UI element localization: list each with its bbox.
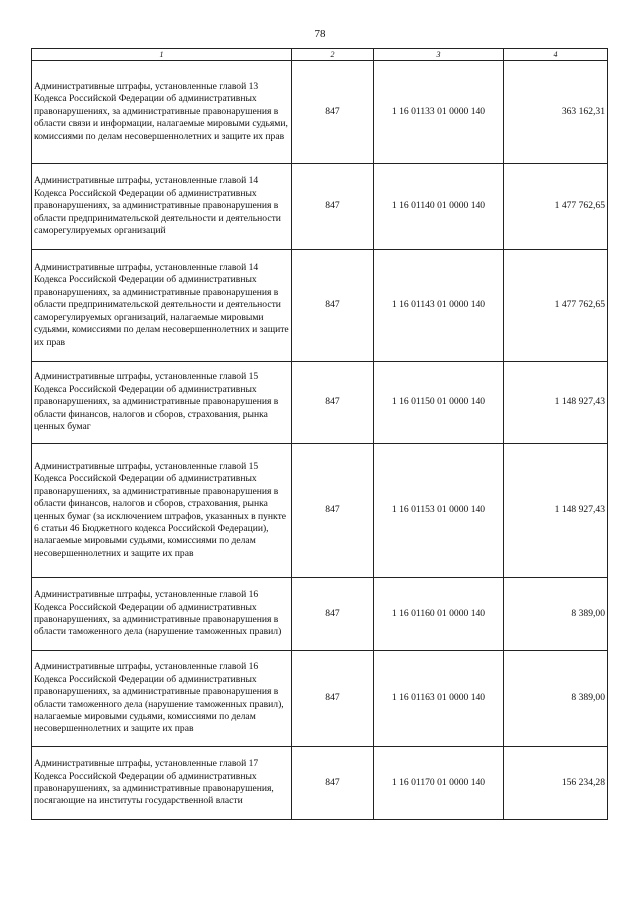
row-description: Административные штрафы, установленные главой 16 Кодекса Российской Федерации об административных правонарушениях, за административные правонарушения в области таможенного дела (нарушение таможенных правил), налагаемые мировыми судьями, комиссиями по делам несовершеннолетних и защите их прав <box>32 651 292 747</box>
row-description: Административные штрафы, установленные главой 17 Кодекса Российской Федерации об административных правонарушениях, за административные правонарушения, посягающие на институты государственной власти <box>32 747 292 820</box>
row-admin-code: 847 <box>292 250 374 362</box>
row-amount: 1 148 927,43 <box>504 362 608 444</box>
row-description: Административные штрафы, установленные главой 14 Кодекса Российской Федерации об административных правонарушениях, за административные правонарушения в области предпринимательской деятельности и деятельности саморегулируемых организаций <box>32 164 292 250</box>
row-admin-code: 847 <box>292 651 374 747</box>
row-budget-code: 1 16 01133 01 0000 140 <box>374 61 504 164</box>
table-row <box>32 250 608 362</box>
page-number: 78 <box>314 28 326 40</box>
row-amount: 8 389,00 <box>504 651 608 747</box>
row-admin-code: 847 <box>292 362 374 444</box>
table-row <box>32 164 608 250</box>
column-number-row <box>32 49 608 61</box>
row-description: Административные штрафы, установленные главой 15 Кодекса Российской Федерации об административных правонарушениях, за административные правонарушения в области финансов, налогов и сборов, страхования, рынка ценных бумаг <box>32 362 292 444</box>
revenue-table <box>31 48 608 820</box>
row-amount: 1 477 762,65 <box>504 250 608 362</box>
row-budget-code: 1 16 01153 01 0000 140 <box>374 444 504 578</box>
table-row <box>32 578 608 651</box>
table-row <box>32 362 608 444</box>
row-amount: 1 148 927,43 <box>504 444 608 578</box>
row-budget-code: 1 16 01140 01 0000 140 <box>374 164 504 250</box>
table-row <box>32 747 608 820</box>
row-description: Административные штрафы, установленные главой 16 Кодекса Российской Федерации об административных правонарушениях, за административные правонарушения в области таможенного дела (нарушение таможенных правил) <box>32 578 292 651</box>
column-number-3: 3 <box>374 49 504 61</box>
row-amount: 363 162,31 <box>504 61 608 164</box>
row-admin-code: 847 <box>292 578 374 651</box>
row-amount: 8 389,00 <box>504 578 608 651</box>
table-row <box>32 61 608 164</box>
row-budget-code: 1 16 01170 01 0000 140 <box>374 747 504 820</box>
table-row <box>32 651 608 747</box>
row-budget-code: 1 16 01150 01 0000 140 <box>374 362 504 444</box>
row-budget-code: 1 16 01143 01 0000 140 <box>374 250 504 362</box>
row-admin-code: 847 <box>292 164 374 250</box>
row-admin-code: 847 <box>292 747 374 820</box>
row-description: Административные штрафы, установленные главой 13 Кодекса Российской Федерации об административных правонарушениях, за административные правонарушения в области связи и информации, налагаемые мировыми судьями, комиссиями по делам несовершеннолетних и защите их прав <box>32 61 292 164</box>
row-budget-code: 1 16 01160 01 0000 140 <box>374 578 504 651</box>
row-description: Административные штрафы, установленные главой 15 Кодекса Российской Федерации об административных правонарушениях, за административные правонарушения в области финансов, налогов и сборов, страхования, рынка ценных бумаг (за исключением штрафов, указанных в пункте 6 статьи 46 Бюджетного кодекса Российской Федерации), налагаемые мировыми судьями, комиссиями по делам несовершеннолетних и защите их прав <box>32 444 292 578</box>
column-number-4: 4 <box>504 49 608 61</box>
column-number-1: 1 <box>32 49 292 61</box>
row-admin-code: 847 <box>292 61 374 164</box>
table-row <box>32 444 608 578</box>
column-number-2: 2 <box>292 49 374 61</box>
row-description: Административные штрафы, установленные главой 14 Кодекса Российской Федерации об административных правонарушениях, за административные правонарушения в области предпринимательской деятельности и деятельности саморегулируемых организаций, налагаемые мировыми судьями, комиссиями по делам несовершеннолетних и защите их прав <box>32 250 292 362</box>
row-amount: 156 234,28 <box>504 747 608 820</box>
row-amount: 1 477 762,65 <box>504 164 608 250</box>
row-budget-code: 1 16 01163 01 0000 140 <box>374 651 504 747</box>
row-admin-code: 847 <box>292 444 374 578</box>
